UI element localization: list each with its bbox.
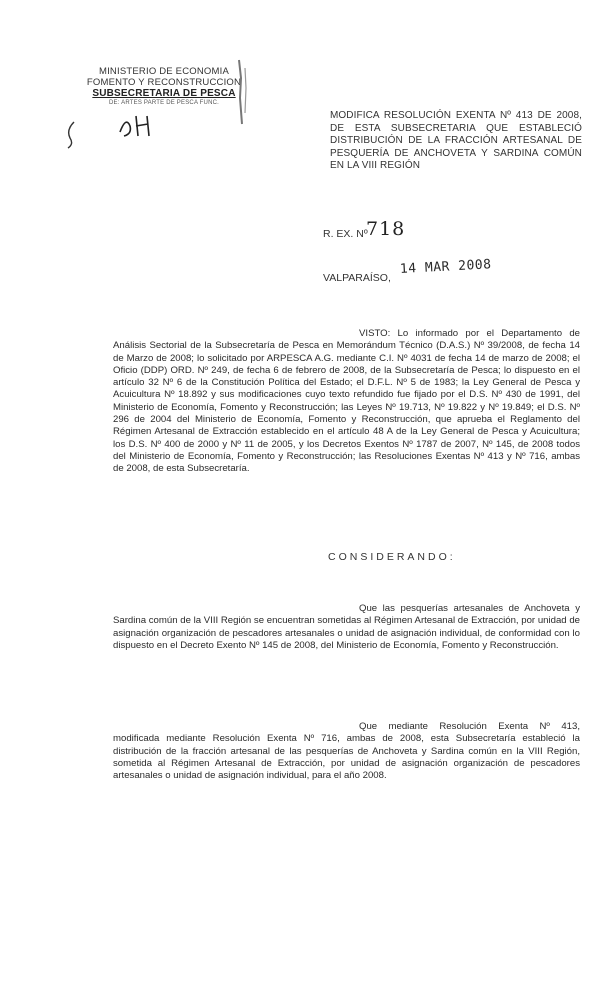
visto-paragraph: [113, 328, 580, 476]
stamp-edge-mark: [236, 58, 250, 128]
visto-lead: VISTO:: [359, 328, 391, 339]
considerando-heading: CONSIDERANDO:: [328, 551, 456, 563]
considerando-1-lead: Que las pesquerías artesanales de Anchoveta: [359, 603, 570, 614]
resolution-subject: MODIFICA RESOLUCIÓN EXENTA Nº 413 DE 2008, DE ESTA SUBSECRETARIA QUE ESTABLECIÓ DISTRIBUCIÓN DE LA FRACCIÓN ARTESANAL DE PESQUERÍA DE ANCHOVETA Y SARDINA COMÚN EN LA VIII REGIÓN: [330, 110, 582, 171]
considerando-paragraph-2: [113, 721, 580, 782]
considerando-2-body: modificada mediante Resolución Exenta Nº 716, ambas de 2008, esta Subsecretaría estableció la distribución de la fracción artesanal de las pesquerías de Anchoveta y Sardina común en la VIII Región, sometida al Régimen Artesanal de Extracción, por unidad de asignación organización de pescadores artesanales o unidad de asignación individual, para el año 2008.: [113, 733, 580, 782]
letterhead: [80, 66, 248, 107]
considerando-1-body: y Sardina común de la VIII Región se encuentran sometidas al Régimen Artesanal de Extracción, por unidad de asignación organización de pescadores artesanales o unidad de asignación individual, de conformidad con lo dispuesto en el Decreto Exento Nº 145 de 2008, del Ministerio de Economía, Fomento y Reconstrucción.: [113, 603, 580, 651]
city-label: VALPARAÍSO,: [323, 272, 391, 284]
letterhead-small-line: DE: ARTES PARTE DE PESCA FUNC.: [108, 100, 220, 106]
resolution-number-label: R. EX. Nº: [323, 228, 368, 240]
subsecretaria-line: SUBSECRETARIA DE PESCA: [92, 88, 236, 99]
margin-mark: [62, 120, 82, 150]
ministry-line-2: FOMENTO Y RECONSTRUCCION: [86, 77, 242, 88]
ministry-line-1: MINISTERIO DE ECONOMIA: [98, 66, 230, 77]
date-stamp: 14 MAR 2008: [399, 257, 492, 277]
visto-body: Lo informado por el Departamento de Análisis Sectorial de la Subsecretaría de Pesca en Memorándum Técnico (D.A.S.) Nº 39/2008, de fecha 14 de Marzo de 2008; lo solicitado por ARPESCA A.G. mediante C.I. Nº 4031 de fecha 14 de marzo de 2008; el Oficio (DDP) ORD. Nº 249, de fecha 6 de febrero de 2008, de la Subsecretaría de Pesca; lo dispuesto en el artículo 32 Nº 6 de la Constitución Política del Estado; el D.F.L. Nº 5 de 1983; la Ley General de Pesca y Acuicultura Nº 18.892 y sus modificaciones cuyo texto refundido fue fijado por el D.S. Nº 430 de 1991, del Ministerio de Economía, Fomento y Reconstrucción; las Leyes Nº 19.713, Nº 19.822 y Nº 19.849; el D.S. Nº 296 de 2004 del Ministerio de Economía, Fomento y Reconstrucción, que aprueba el Reglamento del Régimen Artesanal de Extracción establecido en el artículo 48 A de la Ley General de Pesca y Acuicultura; los D.S. Nº 400 de 2000 y Nº 11 de 2005, y los Decretos Exentos Nº 1787 de 2007, Nº 145, de 2008 todos del Ministerio de Economía, Fomento y Reconstrucción; las Resoluciones Exentas Nº 413 y Nº 716, ambas de 2008, de esta Subsecretaría.: [113, 328, 580, 475]
handwritten-initials: [116, 112, 156, 145]
considerando-2-lead: Que mediante Resolución Exenta Nº 413,: [359, 721, 580, 732]
initials-signature-icon: [116, 112, 156, 140]
considerando-paragraph-1: [113, 603, 580, 652]
resolution-number: 718: [366, 218, 406, 240]
